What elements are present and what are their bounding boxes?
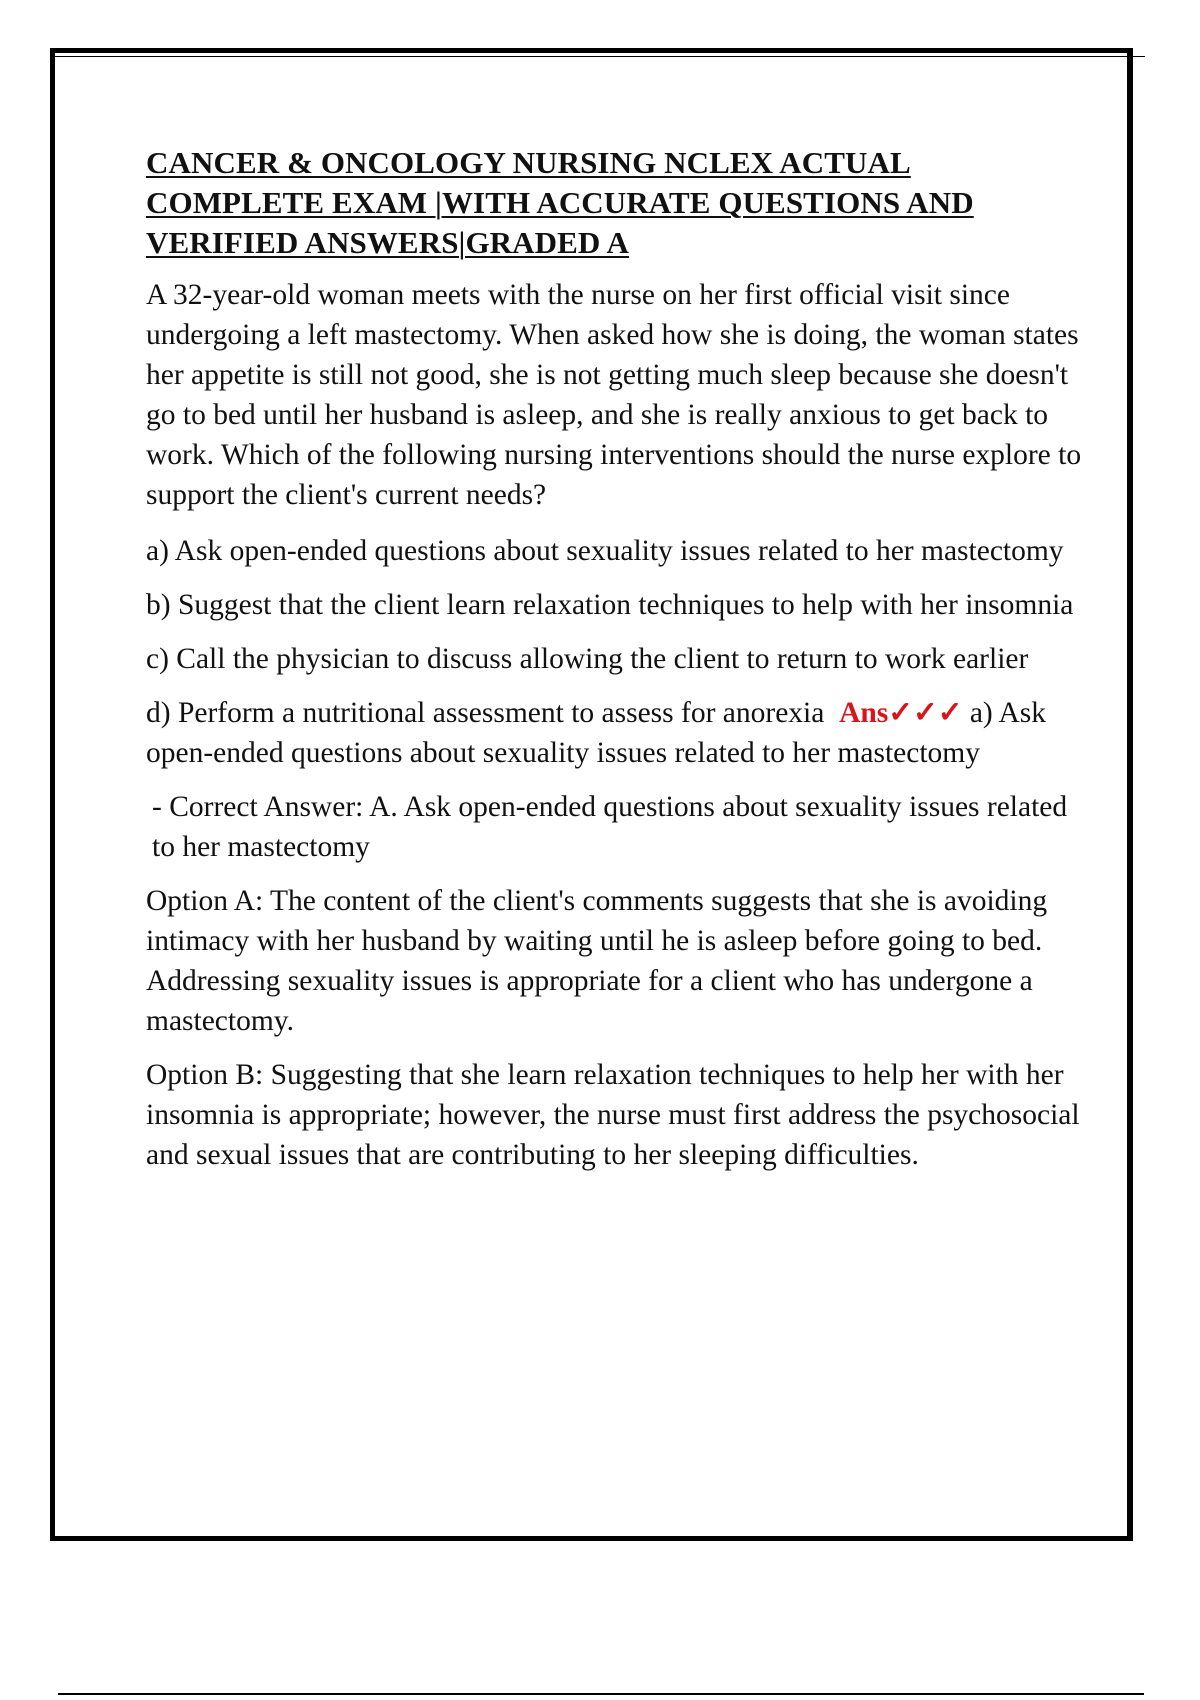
correct-answer: - Correct Answer: A. Ask open-ended questions about sexuality issues related to her mastectomy [152,791,1068,863]
option-d: d) Perform a nutritional assessment to assess for anorexia [146,697,825,729]
option-a: a) Ask open-ended questions about sexuality issues related to her mastectomy [146,535,1064,567]
answer-text: a) Ask open-ended questions about sexuality issues related to her mastectomy [146,697,1047,769]
rationale-option-b: Option B: Suggesting that she learn relaxation techniques to help her with her insomnia is appropriate; however, the nurse must first address the psychosocial and sexual issues that are contributing to her sleeping difficulties. [146,1059,1080,1171]
document-body [146,143,1091,1189]
rationale-option-a: Option A: The content of the client's comments suggests that she is avoiding intimacy with her husband by waiting until he is asleep before going to bed. Addressing sexuality issues is appropriate for a client who has undergone a mastectomy. [146,885,1048,1037]
option-d-with-answer [146,693,1091,773]
answer-label: Ans [839,697,889,729]
bottom-page-rule [58,1693,1144,1695]
top-border-rule [55,56,1145,57]
option-c: c) Call the physician to discuss allowing the client to return to work earlier [146,643,1029,675]
checkmark-icon: ✓✓✓ [888,697,963,729]
question-stem: A 32-year-old woman meets with the nurse on her first official visit since undergoing a left mastectomy. When asked how she is doing, the woman states her appetite is still not good, she is not getting much sleep because she doesn't go to bed until her husband is asleep, and she is really anxious to get back to work. Which of the following nursing interventions should the nurse explore to support the client's current needs? [146,279,1082,511]
document-title: CANCER & ONCOLOGY NURSING NCLEX ACTUAL COMPLETE EXAM |WITH ACCURATE QUESTIONS AND VERIFIED ANSWERS|GRADED A [146,145,974,260]
option-b: b) Suggest that the client learn relaxation techniques to help with her insomnia [146,589,1074,621]
